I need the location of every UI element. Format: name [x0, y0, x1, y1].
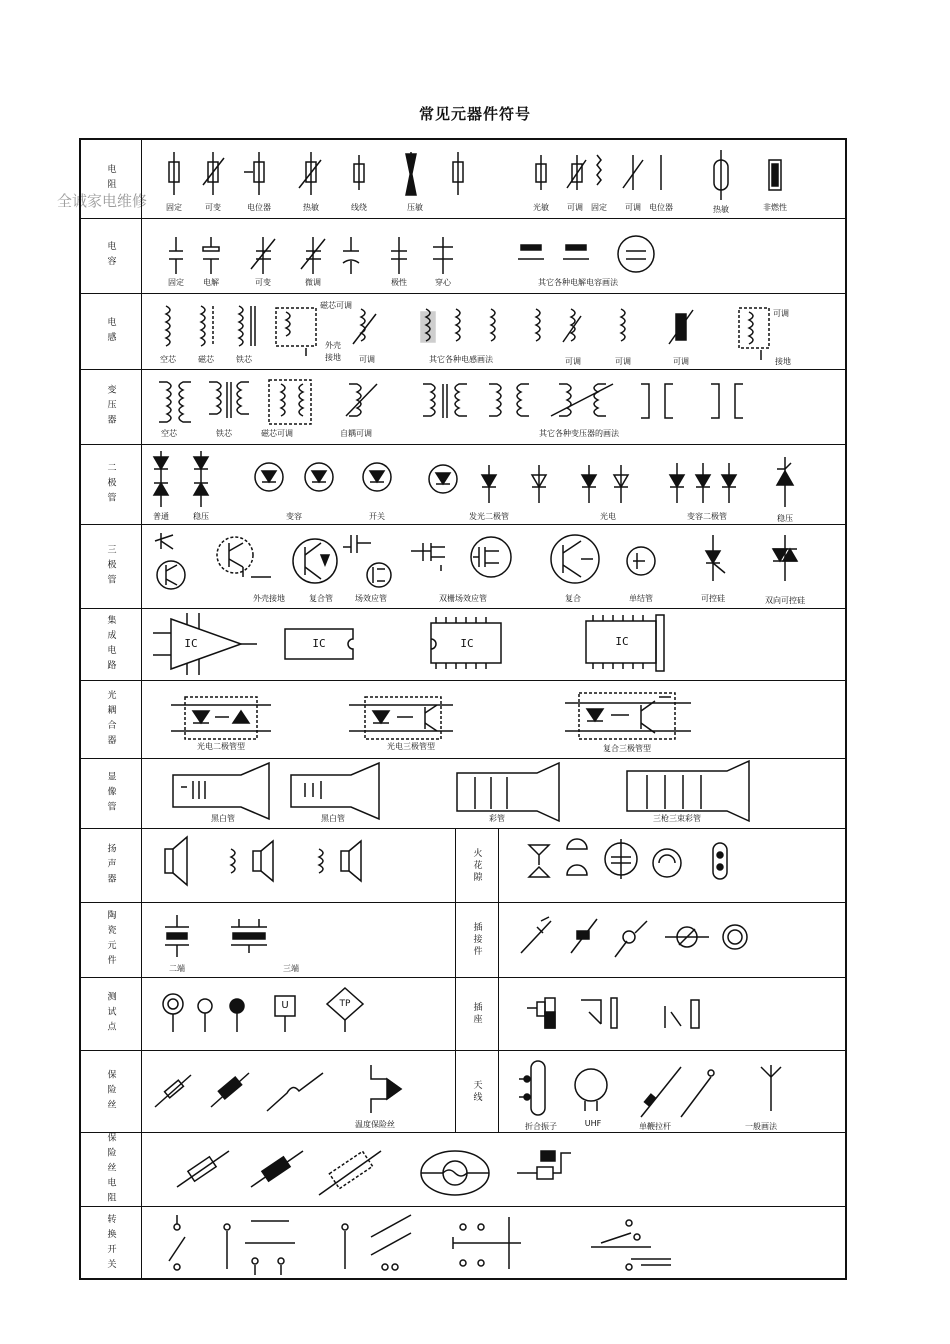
symbol-label: 黑白管	[321, 814, 345, 823]
category-label: 测试点	[105, 991, 116, 1037]
category-label: 插接件	[471, 922, 482, 958]
symbol-label: 温度保险丝	[355, 1120, 395, 1129]
category-label: 电容	[105, 241, 116, 271]
category-label: 集成电路	[105, 614, 116, 675]
ic-label: IC	[184, 637, 198, 650]
symbol-label: 铁芯	[236, 355, 252, 364]
transformer-symbols-icon	[81, 370, 845, 445]
symbol-label: 可调	[615, 357, 631, 366]
row-inductor	[81, 293, 845, 369]
row-resistor	[81, 140, 845, 218]
symbol-label: 微调	[305, 278, 321, 287]
row-speaker	[81, 828, 845, 902]
symbol-label: 折合振子	[525, 1122, 557, 1131]
testpoint-tp-label: TP	[339, 999, 351, 1009]
symbol-label: 开关	[369, 512, 385, 521]
resistor-symbols-icon	[81, 140, 845, 218]
symbol-label: 接地	[325, 353, 341, 362]
category-label: 陶瓷元件	[105, 910, 116, 970]
symbol-label: 非燃性	[763, 203, 787, 212]
symbol-label: 空芯	[160, 355, 176, 364]
row-capacitor	[81, 218, 845, 293]
symbol-label: 磁芯可调	[261, 429, 293, 438]
symbol-label: 其它各种变压器的画法	[539, 429, 619, 438]
category-label: 扬声器	[105, 843, 116, 888]
switch-symbols-icon	[81, 1207, 845, 1281]
crt-symbols-icon	[81, 759, 845, 829]
category-label: 三极管	[105, 544, 116, 589]
symbol-label: 电解	[203, 278, 219, 287]
category-label: 保险丝电阻	[105, 1132, 116, 1207]
optocoupler-symbols-icon	[81, 681, 845, 759]
symbol-label: 可调	[359, 355, 375, 364]
symbol-label: 外壳接地	[253, 594, 285, 603]
symbol-label: 变容二极管	[687, 512, 727, 521]
symbol-label: 三枪三束彩管	[653, 814, 701, 823]
row-fuse	[81, 1050, 845, 1132]
symbol-label: 固定	[166, 203, 182, 212]
symbol-label: 可调	[567, 203, 583, 212]
fusible-resistor-symbols-icon	[81, 1133, 845, 1207]
category-label: 电感	[105, 316, 116, 347]
testpoint-symbols-icon	[81, 978, 845, 1051]
symbol-label: 压敏	[407, 203, 423, 212]
symbol-label: 光电	[600, 512, 616, 521]
category-label: 天线	[471, 1079, 482, 1104]
symbol-label: 外壳	[325, 341, 341, 350]
row-crt	[81, 758, 845, 828]
category-label: 显像管	[105, 771, 116, 816]
symbol-label: 铁芯	[216, 429, 232, 438]
symbol-label: 热敏	[303, 203, 319, 212]
symbol-label: 磁芯	[198, 355, 214, 364]
symbol-label: 光电二极管型	[197, 742, 245, 751]
symbol-label: 接地	[775, 357, 791, 366]
category-label: 光耦合器	[105, 689, 116, 750]
symbol-label: 可调	[773, 309, 789, 318]
symbol-label: 可变	[255, 278, 271, 287]
row-switch	[81, 1206, 845, 1280]
symbol-label: 光敏	[533, 203, 549, 212]
row-transistor	[81, 524, 845, 608]
symbol-label: 固定	[168, 278, 184, 287]
row-ic	[81, 608, 845, 680]
row-transformer	[81, 369, 845, 444]
page-title: 常见元器件符号	[418, 105, 531, 123]
symbol-label: 二端	[169, 964, 185, 973]
symbol-label: 复合三极管型	[603, 744, 651, 753]
ic-label: IC	[312, 637, 326, 650]
symbol-label: 彩管	[489, 814, 505, 823]
category-label: 电阻	[105, 164, 116, 194]
category-label: 转换开关	[105, 1213, 116, 1274]
row-ceramic	[81, 902, 845, 977]
symbol-label: 线绕	[351, 203, 367, 212]
ceramic-symbols-icon	[81, 903, 845, 978]
speaker-symbols-icon	[81, 829, 845, 903]
symbol-label: 变容	[286, 512, 302, 521]
symbol-table	[79, 138, 847, 1280]
symbol-label: 穿心	[435, 278, 451, 287]
category-label: 变压器	[105, 384, 116, 430]
symbol-label: 可调	[565, 357, 581, 366]
category-label: 保险丝	[105, 1069, 116, 1114]
symbol-label: 光电三极管型	[387, 742, 435, 751]
symbol-label: 可调	[673, 357, 689, 366]
symbol-label: 固定	[591, 203, 607, 212]
row-optocoupler	[81, 680, 845, 758]
symbol-label: 复合	[565, 594, 581, 603]
symbol-label: 双向可控硅	[765, 596, 805, 605]
symbol-label: 稳压	[777, 514, 793, 523]
symbol-label: 复合管	[309, 594, 333, 603]
symbol-label: 双栅场效应管	[439, 594, 487, 603]
symbol-label: 发光二极管	[469, 512, 509, 521]
symbol-label: 可调	[625, 203, 641, 212]
symbol-label: UHF	[584, 1119, 602, 1128]
symbol-label: 单结管	[629, 594, 653, 603]
testpoint-u-label: U	[281, 1000, 289, 1011]
symbol-label: 可控硅	[701, 594, 725, 603]
category-label: 火花隙	[471, 847, 482, 884]
symbol-label: 极性	[391, 278, 407, 287]
symbol-label: 电位器	[247, 203, 271, 212]
symbol-label: 普通	[153, 512, 169, 521]
symbol-label: 自耦可调	[340, 429, 372, 438]
symbol-label: 空芯	[161, 429, 177, 438]
watermark: 全诚家电维修	[57, 192, 148, 210]
ic-label: IC	[460, 637, 474, 650]
fuse-symbols-icon	[81, 1051, 845, 1133]
capacitor-symbols-icon	[81, 219, 845, 294]
symbol-label: 单鞭拉杆	[639, 1122, 671, 1131]
symbol-label: 磁芯可调	[320, 301, 352, 310]
row-fusible-resistor	[81, 1132, 845, 1206]
row-diode	[81, 444, 845, 524]
symbol-label: 三端	[283, 964, 299, 973]
symbol-label: 其它各种电解电容画法	[538, 278, 618, 287]
category-label: 二极管	[105, 462, 116, 507]
category-label: 插座	[471, 1002, 482, 1026]
ic-label: IC	[615, 635, 629, 648]
symbol-label: 热敏	[713, 205, 729, 214]
symbol-label: 稳压	[193, 512, 209, 521]
symbol-label: 黑白管	[211, 814, 235, 823]
symbol-label: 其它各种电感画法	[429, 355, 493, 364]
symbol-label: 可变	[205, 203, 221, 212]
row-testpoint	[81, 977, 845, 1050]
symbol-label: 电位器	[649, 203, 673, 212]
symbol-label: 场效应管	[355, 594, 387, 603]
symbol-label: 一般画法	[745, 1122, 777, 1131]
